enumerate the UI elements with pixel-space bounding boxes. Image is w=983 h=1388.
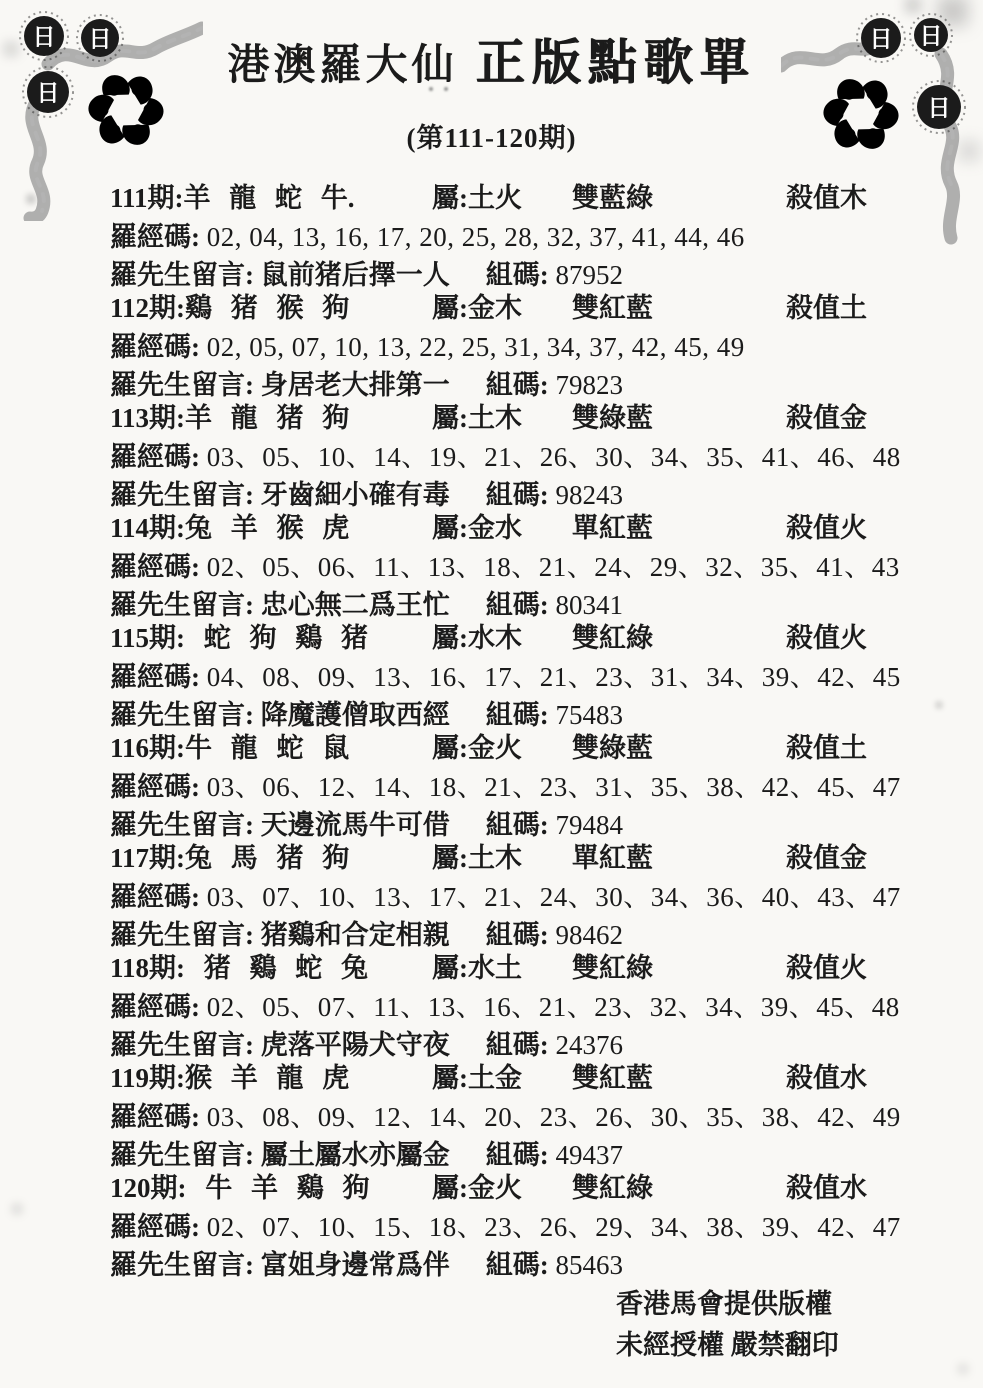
compass-code-line bbox=[110, 875, 927, 913]
color-combination: 雙紅綠 bbox=[572, 953, 653, 983]
kill-value: 殺值金 bbox=[786, 843, 867, 873]
group-code-label: 組碼: bbox=[485, 590, 549, 620]
compass-codes: 02、05、06、11、13、18、21、24、29、32、35、41、43 bbox=[206, 552, 900, 582]
compass-code-line bbox=[110, 435, 927, 473]
kill-value: 殺值木 bbox=[786, 183, 867, 213]
message-text: 身居老大排第一 bbox=[260, 370, 450, 400]
period-entry bbox=[110, 506, 927, 620]
message-text: 鼠前猪后擇一人 bbox=[260, 260, 450, 290]
element-attribute: 屬:土木 bbox=[432, 843, 522, 873]
compass-code-label: 羅經碼: bbox=[110, 552, 200, 582]
color-combination: 雙紅藍 bbox=[572, 1063, 653, 1093]
period-zodiac: 114期:兔 羊 猴 虎 bbox=[110, 513, 350, 543]
group-code-value: 49437 bbox=[555, 1140, 623, 1170]
no-reprint-line: 未經授權 嚴禁翻印 bbox=[616, 1330, 839, 1360]
svg-text:日: 日 bbox=[88, 26, 112, 52]
element-attribute: 屬:金火 bbox=[432, 1173, 522, 1203]
element-attribute: 屬:土木 bbox=[432, 403, 522, 433]
compass-codes: 02, 05, 07, 10, 13, 22, 25, 31, 34, 37, 42, 45, 49 bbox=[206, 332, 745, 362]
element-attribute: 屬:水土 bbox=[432, 953, 522, 983]
message-text: 牙齒細小確有毒 bbox=[260, 480, 450, 510]
group-code-label: 組碼: bbox=[485, 1250, 549, 1280]
message-line bbox=[110, 1133, 927, 1170]
period-zodiac: 112期:鷄 猪 猴 狗 bbox=[110, 293, 350, 323]
compass-code-label: 羅經碼: bbox=[110, 222, 200, 252]
element-attribute: 屬:金木 bbox=[432, 293, 522, 323]
message-line bbox=[110, 1243, 927, 1280]
color-combination: 雙紅綠 bbox=[572, 1173, 653, 1203]
color-combination: 雙綠藍 bbox=[572, 733, 653, 763]
title-edition: 正版點歌單 bbox=[475, 35, 756, 90]
message-label: 羅先生留言: bbox=[110, 590, 254, 620]
message-label: 羅先生留言: bbox=[110, 260, 254, 290]
compass-code-label: 羅經碼: bbox=[110, 442, 200, 472]
title-publisher: 港澳羅大仙 bbox=[227, 43, 458, 89]
message-label: 羅先生留言: bbox=[110, 700, 254, 730]
period-header-line bbox=[110, 176, 927, 215]
color-combination: 雙紅藍 bbox=[572, 293, 653, 323]
period-entry bbox=[110, 836, 927, 950]
period-entry bbox=[110, 286, 927, 400]
message-label: 羅先生留言: bbox=[110, 920, 254, 950]
color-combination: 雙綠藍 bbox=[572, 403, 653, 433]
compass-code-line bbox=[110, 325, 927, 363]
period-zodiac: 111期:羊 龍 蛇 牛. bbox=[110, 183, 355, 213]
copyright-footer bbox=[616, 1284, 839, 1366]
element-attribute: 屬:金水 bbox=[432, 513, 522, 543]
period-zodiac: 118期: 猪 鷄 蛇 兔 bbox=[110, 953, 369, 983]
svg-text:日: 日 bbox=[927, 95, 951, 121]
period-header-line bbox=[110, 396, 927, 435]
period-header-line bbox=[110, 836, 927, 875]
entries-list bbox=[110, 176, 927, 1280]
message-line bbox=[110, 473, 927, 510]
period-zodiac: 113期:羊 龍 猪 狗 bbox=[110, 403, 350, 433]
period-header-line bbox=[110, 506, 927, 545]
issue-range: (第111-120期) bbox=[406, 123, 577, 153]
message-label: 羅先生留言: bbox=[110, 480, 254, 510]
kill-value: 殺值土 bbox=[786, 293, 867, 323]
compass-codes: 04、08、09、13、16、17、21、23、31、34、39、42、45 bbox=[206, 662, 901, 692]
group-code-label: 組碼: bbox=[485, 260, 549, 290]
compass-code-line bbox=[110, 545, 927, 583]
svg-text:日: 日 bbox=[869, 26, 893, 52]
period-entry bbox=[110, 616, 927, 730]
compass-code-label: 羅經碼: bbox=[110, 992, 200, 1022]
compass-codes: 03、07、10、13、17、21、24、30、34、36、40、43、47 bbox=[206, 882, 901, 912]
group-code bbox=[486, 1250, 623, 1280]
message-line bbox=[110, 583, 927, 620]
document-header bbox=[0, 24, 983, 155]
group-code-value: 24376 bbox=[555, 1030, 623, 1060]
group-code-value: 98243 bbox=[555, 480, 623, 510]
message-text: 忠心無二爲王忙 bbox=[260, 590, 450, 620]
period-header-line bbox=[110, 726, 927, 765]
mr-luo-message bbox=[110, 1250, 450, 1280]
period-header-line bbox=[110, 1166, 927, 1205]
group-code-value: 85463 bbox=[555, 1250, 623, 1280]
compass-codes: 03、05、10、14、19、21、26、30、34、35、41、46、48 bbox=[206, 442, 901, 472]
group-code-value: 79484 bbox=[555, 810, 623, 840]
svg-text:日: 日 bbox=[32, 24, 56, 50]
group-code-label: 組碼: bbox=[485, 1140, 549, 1170]
message-label: 羅先生留言: bbox=[110, 370, 254, 400]
message-line bbox=[110, 803, 927, 840]
compass-codes: 02、07、10、15、18、23、26、29、34、38、39、42、47 bbox=[206, 1212, 901, 1242]
color-combination: 單紅藍 bbox=[572, 843, 653, 873]
period-header-line bbox=[110, 946, 927, 985]
color-combination: 雙紅綠 bbox=[572, 623, 653, 653]
message-text: 富姐身邊常爲伴 bbox=[260, 1250, 450, 1280]
compass-code-line bbox=[110, 1095, 927, 1133]
group-code-value: 80341 bbox=[555, 590, 623, 620]
color-combination: 雙藍綠 bbox=[572, 183, 653, 213]
scan-noise-specks bbox=[0, 0, 2, 2]
kill-value: 殺值水 bbox=[786, 1173, 867, 1203]
compass-code-label: 羅經碼: bbox=[110, 772, 200, 802]
compass-codes: 02、05、07、11、13、16、21、23、32、34、39、45、48 bbox=[206, 992, 900, 1022]
group-code-label: 組碼: bbox=[485, 920, 549, 950]
element-attribute: 屬:土火 bbox=[432, 183, 522, 213]
period-entry bbox=[110, 726, 927, 840]
compass-code-line bbox=[110, 765, 927, 803]
compass-code-line bbox=[110, 655, 927, 693]
color-combination: 單紅藍 bbox=[572, 513, 653, 543]
compass-code-line bbox=[110, 1205, 927, 1243]
group-code-value: 87952 bbox=[555, 260, 623, 290]
compass-codes: 03、08、09、12、14、20、23、26、30、35、38、42、49 bbox=[206, 1102, 901, 1132]
period-zodiac: 115期: 蛇 狗 鷄 猪 bbox=[110, 623, 369, 653]
element-attribute: 屬:土金 bbox=[432, 1063, 522, 1093]
message-line bbox=[110, 253, 927, 290]
group-code-label: 組碼: bbox=[485, 1030, 549, 1060]
period-zodiac: 117期:兔 馬 猪 狗 bbox=[110, 843, 350, 873]
period-entry bbox=[110, 396, 927, 510]
compass-codes: 02, 04, 13, 16, 17, 20, 25, 28, 32, 37, 41, 44, 46 bbox=[206, 222, 745, 252]
period-header-line bbox=[110, 616, 927, 655]
message-label: 羅先生留言: bbox=[110, 1250, 254, 1280]
group-code-label: 組碼: bbox=[485, 700, 549, 730]
message-label: 羅先生留言: bbox=[110, 810, 254, 840]
compass-code-label: 羅經碼: bbox=[110, 1102, 200, 1132]
message-text: 猪鷄和合定相親 bbox=[260, 920, 450, 950]
period-entry bbox=[110, 1056, 927, 1170]
period-entry bbox=[110, 1166, 927, 1280]
kill-value: 殺值火 bbox=[786, 623, 867, 653]
compass-code-label: 羅經碼: bbox=[110, 662, 200, 692]
kill-value: 殺值土 bbox=[786, 733, 867, 763]
message-line bbox=[110, 363, 927, 400]
message-text: 虎落平陽犬守夜 bbox=[260, 1030, 450, 1060]
kill-value: 殺值火 bbox=[786, 513, 867, 543]
page-title bbox=[0, 24, 983, 94]
compass-codes: 03、06、12、14、18、21、23、31、35、38、42、45、47 bbox=[206, 772, 901, 802]
message-line bbox=[110, 1023, 927, 1060]
kill-value: 殺值金 bbox=[786, 403, 867, 433]
compass-code-line bbox=[110, 985, 927, 1023]
message-label: 羅先生留言: bbox=[110, 1030, 254, 1060]
message-line bbox=[110, 693, 927, 730]
compass-code-label: 羅經碼: bbox=[110, 1212, 200, 1242]
compass-code-label: 羅經碼: bbox=[110, 332, 200, 362]
kill-value: 殺值火 bbox=[786, 953, 867, 983]
svg-text:日: 日 bbox=[36, 80, 60, 106]
group-code-value: 98462 bbox=[555, 920, 623, 950]
group-code-value: 75483 bbox=[555, 700, 623, 730]
period-entry bbox=[110, 176, 927, 290]
svg-text:日: 日 bbox=[919, 23, 943, 49]
group-code-label: 組碼: bbox=[485, 370, 549, 400]
copyright-line: 香港馬會提供版權 bbox=[616, 1289, 832, 1319]
message-text: 降魔護僧取西經 bbox=[260, 700, 450, 730]
message-label: 羅先生留言: bbox=[110, 1140, 254, 1170]
message-text: 天邊流馬牛可借 bbox=[260, 810, 450, 840]
message-line bbox=[110, 913, 927, 950]
compass-code-label: 羅經碼: bbox=[110, 882, 200, 912]
message-text: 屬土屬水亦屬金 bbox=[260, 1140, 450, 1170]
kill-value: 殺值水 bbox=[786, 1063, 867, 1093]
group-code-label: 組碼: bbox=[485, 480, 549, 510]
period-entry bbox=[110, 946, 927, 1060]
period-zodiac: 116期:牛 龍 蛇 鼠 bbox=[110, 733, 350, 763]
element-attribute: 屬:水木 bbox=[432, 623, 522, 653]
period-header-line bbox=[110, 286, 927, 325]
group-code-value: 79823 bbox=[555, 370, 623, 400]
element-attribute: 屬:金火 bbox=[432, 733, 522, 763]
compass-code-line bbox=[110, 215, 927, 253]
period-zodiac: 120期: 牛 羊 鷄 狗 bbox=[110, 1173, 370, 1203]
group-code-label: 組碼: bbox=[485, 810, 549, 840]
period-zodiac: 119期:猴 羊 龍 虎 bbox=[110, 1063, 350, 1093]
period-header-line bbox=[110, 1056, 927, 1095]
